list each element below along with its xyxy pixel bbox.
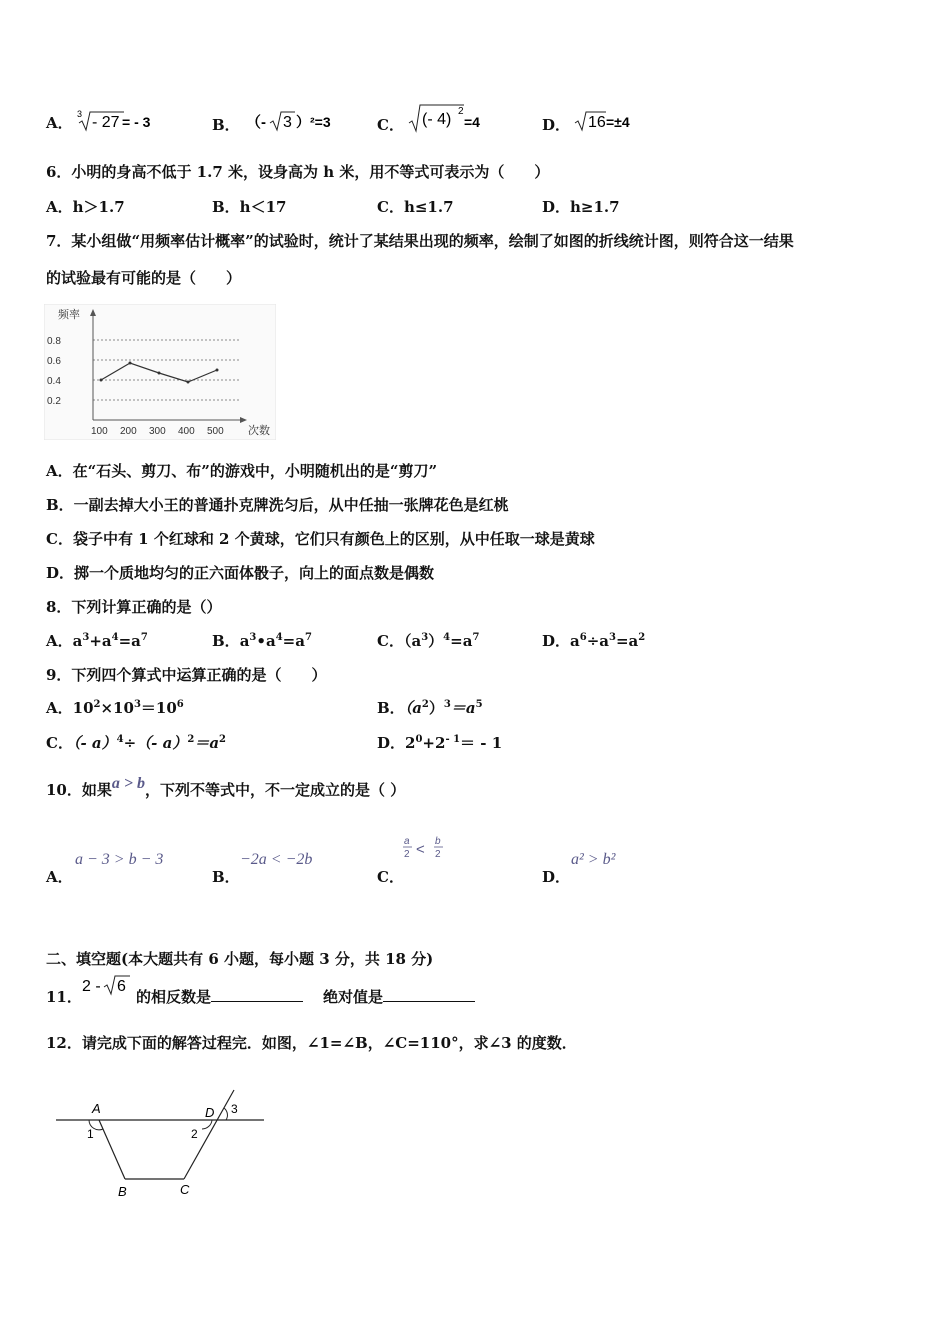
q11-blank-opposite[interactable] — [211, 987, 303, 1002]
q11-number: 11． — [46, 988, 82, 1006]
frequency-line-chart — [44, 304, 276, 440]
q5-option-d-expr — [572, 108, 662, 134]
chart-y-tick-label: 0.6 — [47, 356, 61, 367]
q10-option-c-label: C． — [377, 868, 404, 886]
q10-option-c-expr — [402, 833, 452, 867]
section-2-title: 二、填空题(本大题共有 6 小题，每小题 3 分，共 18 分) — [46, 950, 434, 968]
q5-option-d: D． — [542, 116, 571, 134]
q7-stem-line1: 7．某小组做“用频率估计概率”的试验时，统计了某结果出现的频率，绘制了如图的折线统计图，则符合这一结果 — [46, 232, 794, 250]
q9-option-b: B．$(a^2)^3=a^5$ — [377, 699, 483, 717]
q12-stem: 12．请完成下面的解答过程完．如图，∠1=∠B，∠C=110°，求∠3 的度数． — [46, 1034, 577, 1052]
q8-stem: 8．下列计算正确的是（） — [46, 598, 222, 616]
q5-option-c-expr — [406, 102, 506, 134]
svg-text:<: < — [416, 841, 425, 858]
svg-text:3: 3 — [283, 114, 292, 131]
label-d: D — [205, 1105, 215, 1120]
q7-option-c: C．袋子中有 1 个红球和 2 个黄球，它们只有颜色上的区别，从中任取一球是黄球 — [46, 530, 595, 548]
q5-option-a-expr — [76, 108, 176, 134]
label-angle-3: 3 — [231, 1102, 238, 1116]
q6-option-c: C．h≤1.7 — [377, 198, 454, 216]
svg-text:）²=3: ）²=3 — [296, 114, 331, 130]
svg-text:= - 3: = - 3 — [122, 114, 151, 130]
q7-stem-line2: 的试验最有可能的是（ ） — [46, 269, 242, 287]
chart-x-tick-label: 200 — [120, 426, 137, 437]
q10-option-a-expr: a − 3 > b − 3 — [75, 851, 164, 868]
svg-text:2: 2 — [435, 849, 441, 860]
q9-option-c: C．（- a）$^4$÷（- $a)^2=a^2$ — [46, 734, 227, 752]
chart-point — [100, 379, 103, 382]
label-a: A — [92, 1101, 101, 1116]
q9-option-a: A．$10^2\times 10^3=10^6$ — [46, 699, 184, 717]
label-b: B — [118, 1184, 127, 1199]
q8-option-b: B．$a^3•a^4=a^7$ — [212, 632, 312, 650]
chart-x-tick-label: 300 — [149, 426, 166, 437]
q10-option-d-expr: a² > b² — [571, 851, 616, 868]
chart-y-tick-label: 0.8 — [47, 336, 61, 347]
q7-option-a: A．在“石头、剪刀、布”的游戏中，小明随机出的是“剪刀” — [46, 462, 438, 480]
q11-blank-absolute[interactable] — [383, 987, 475, 1002]
chart-point — [187, 381, 190, 384]
q5-option-c: C． — [377, 116, 404, 134]
chart-y-tick-label: 0.2 — [47, 396, 61, 407]
chart-x-tick-label: 400 — [178, 426, 195, 437]
q6-option-b: B．h＜17 — [212, 198, 287, 216]
q12-figure — [54, 1086, 274, 1204]
svg-text:=±4: =±4 — [606, 114, 630, 130]
svg-text:6: 6 — [117, 978, 126, 995]
q10-stem: 10．如果a > b，下列不等式中，不一定成立的是（ ） — [46, 775, 406, 799]
svg-text:b: b — [435, 836, 441, 847]
q10-option-d-label: D． — [542, 868, 571, 886]
svg-text:=4: =4 — [464, 114, 480, 130]
q10-option-b-expr: −2a < −2b — [240, 851, 313, 868]
q10-option-a-label: A． — [46, 868, 73, 886]
q11-expr — [80, 972, 136, 1000]
svg-text:(- 4): (- 4) — [422, 111, 452, 128]
q5-option-a: A． — [46, 114, 73, 132]
svg-text:16: 16 — [588, 114, 606, 131]
label-c: C — [180, 1182, 190, 1197]
q8-option-d: D．$a^6\div a^3=a^2$ — [542, 632, 646, 650]
q7-option-b: B．一副去掉大小王的普通扑克牌洗匀后，从中任抽一张牌花色是红桃 — [46, 496, 509, 514]
q6-option-d: D．h≥1.7 — [542, 198, 620, 216]
root-index: 3 — [77, 109, 83, 119]
chart-x-label: 次数 — [248, 425, 270, 437]
chart-point — [216, 369, 219, 372]
q10-option-b-label: B． — [212, 868, 240, 886]
q8-option-a: A．$a^3+a^4=a^7$ — [46, 632, 148, 650]
q9-stem: 9．下列四个算式中运算正确的是（ ） — [46, 666, 327, 684]
svg-text:2 -: 2 - — [82, 978, 101, 995]
chart-y-tick-label: 0.4 — [47, 376, 61, 387]
chart-x-tick-label: 100 — [91, 426, 108, 437]
svg-text:2: 2 — [458, 106, 464, 117]
svg-text:2: 2 — [404, 849, 410, 860]
q9-option-d: D．$2^0+2^{- 1}= - 1$ — [377, 734, 503, 752]
svg-text:a: a — [404, 836, 410, 847]
q11-text: 的相反数是 绝对值是 — [136, 986, 475, 1007]
q6-option-a: A．h＞1.7 — [46, 198, 125, 216]
svg-text:（-: （- — [246, 114, 266, 131]
q5-option-b: B． — [212, 116, 240, 134]
q8-option-c: C．$(a^3)^4=a^7$ — [377, 632, 480, 650]
angle-2-arc — [202, 1120, 212, 1129]
label-angle-2: 2 — [191, 1127, 198, 1141]
chart-point — [129, 362, 132, 365]
svg-text:- 27: - 27 — [92, 114, 120, 131]
chart-x-tick-label: 500 — [207, 426, 224, 437]
q10-condition: a > b — [111, 775, 145, 792]
angle-3-arc — [224, 1108, 227, 1120]
q5-option-b-expr — [244, 108, 354, 134]
q7-option-d: D．掷一个质地均匀的正六面体骰子，向上的面点数是偶数 — [46, 564, 435, 582]
chart-point — [158, 372, 161, 375]
q6-stem: 6．小明的身高不低于 1.7 米，设身高为 h 米，用不等式可表示为（ ） — [46, 163, 550, 181]
chart-y-label: 频率 — [58, 309, 80, 321]
label-angle-1: 1 — [87, 1127, 94, 1141]
